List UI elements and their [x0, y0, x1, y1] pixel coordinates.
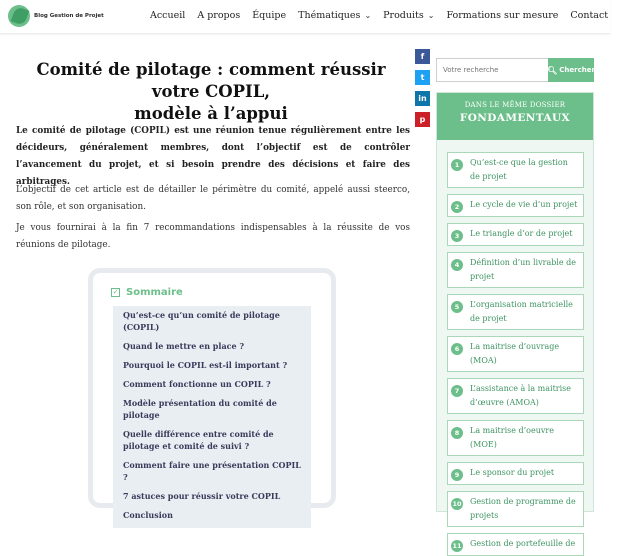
toc-link[interactable]: Modèle présentation du comité de pilotage [123, 398, 277, 420]
related-article-item[interactable] [447, 533, 584, 556]
nav-item-label: Formations sur mesure [446, 9, 559, 21]
nav-item-contact[interactable] [570, 10, 608, 21]
nav-item-label: Contact [570, 9, 609, 21]
nav-item-accueil[interactable] [150, 10, 185, 21]
nav-item-quipe[interactable] [252, 10, 286, 21]
related-article-link[interactable]: Qu’est-ce que la gestion de projet [470, 158, 568, 181]
search-input[interactable] [436, 58, 549, 82]
toc-link[interactable]: 7 astuces pour réussir votre COPIL [123, 491, 281, 501]
item-number-badge: 8 [451, 427, 463, 439]
related-articles-panel [436, 92, 594, 550]
related-article-item[interactable] [447, 336, 584, 372]
related-articles-list [437, 140, 593, 556]
related-article-link[interactable]: Le sponsor du projet [470, 468, 555, 477]
toc-link[interactable]: Conclusion [123, 510, 173, 520]
related-article-item[interactable] [447, 194, 584, 217]
item-number-badge: 11 [452, 542, 462, 550]
search-icon: 🔍︎ [547, 65, 558, 75]
item-number-badge: 9 [451, 469, 463, 481]
related-article-item[interactable] [447, 491, 584, 527]
search-button[interactable] [548, 58, 594, 82]
nav-item-label: Accueil [150, 9, 186, 21]
related-article-link[interactable]: Le triangle d’or de projet [470, 229, 573, 238]
toc-title: Sommaire [126, 287, 183, 298]
related-article-item[interactable] [447, 378, 584, 414]
related-article-link[interactable]: La maitrise d’ouvrage (MOA) [470, 342, 560, 365]
nav-item-a-propos[interactable] [197, 10, 240, 21]
related-article-link[interactable]: Définition d’un livrable de projet [470, 258, 577, 281]
item-number-badge: 1 [451, 159, 463, 171]
related-article-link[interactable]: L’assistance à la maitrise d’œuvre (AMOA) [470, 384, 572, 407]
toc-link[interactable]: Comment faire une présentation COPIL ? [123, 460, 301, 482]
intro-paragraph: Le comité de pilotage (COPIL) est une réunion tenue régulièrement entre les décideurs, généralement membres, dont l’objectif est de contrôler l’avancement du projet, et si besoin prendre des décisions et faire des arbitrages. [16, 126, 410, 187]
toc-link[interactable]: Quelle différence entre comité de pilotage et comité de suivi ? [123, 429, 274, 451]
nav-item-produits[interactable] [383, 10, 434, 21]
pinterest-share-icon[interactable]: p [415, 112, 430, 127]
item-number-badge: 4 [451, 259, 463, 271]
twitter-share-icon[interactable]: t [415, 70, 430, 85]
nav-item-th-matiques[interactable] [298, 10, 371, 21]
dossier-subtitle: DANS LE MÊME DOSSIER [464, 101, 566, 109]
related-article-item[interactable] [447, 223, 584, 246]
toc-header[interactable] [111, 287, 183, 298]
site-logo[interactable] [8, 5, 104, 27]
objective-paragraph: L’objectif de cet article est de détailler le périmètre du comité, appelé aussi steerco, son rôle, et son organisation. [16, 185, 410, 212]
search-form [436, 58, 594, 82]
search-button-label: Chercher [559, 66, 595, 74]
toc-list [113, 306, 311, 528]
toc-link[interactable]: Quand le mettre en place ? [123, 341, 245, 351]
item-number-badge: 6 [451, 343, 463, 355]
related-article-link[interactable]: Gestion de programme de projets [470, 497, 576, 520]
related-article-link[interactable]: L’organisation matricielle de projet [470, 300, 573, 323]
facebook-share-icon[interactable]: f [415, 49, 430, 64]
chevron-down-icon: ⌄ [427, 10, 435, 20]
nav-item-label: A propos [197, 9, 241, 21]
nav-item-label: Produits [383, 9, 424, 21]
item-number-badge: 2 [451, 201, 463, 213]
share-bar [415, 49, 430, 133]
toc-link[interactable]: Comment fonctionne un COPIL ? [123, 379, 271, 389]
leaf-logo-icon [8, 5, 30, 27]
related-article-item[interactable] [447, 152, 584, 188]
related-article-item[interactable] [447, 294, 584, 330]
site-header [0, 0, 610, 34]
recommendations-paragraph: Je vous fournirai à la fin 7 recommandations indispensables à la réussite de vos réunions de pilotage. [16, 223, 410, 250]
item-number-badge: 7 [451, 385, 463, 397]
page-title: Comité de pilotage : comment réussir votre COPIL, modèle à l’appui [36, 60, 386, 123]
logo-text: Blog Gestion de Projet [34, 13, 104, 19]
item-number-badge: 10 [452, 500, 462, 508]
related-article-item[interactable] [447, 420, 584, 456]
dossier-title: FONDAMENTAUX [459, 112, 571, 124]
related-articles-header [437, 93, 593, 140]
main-nav [150, 0, 620, 30]
nav-item-label: Équipe [252, 9, 287, 21]
related-article-link[interactable]: La maitrise d’oeuvre (MOE) [470, 426, 554, 449]
nav-item-formations-sur-mesure[interactable] [446, 10, 558, 21]
item-number-badge: 3 [451, 230, 463, 242]
table-of-contents [88, 268, 336, 520]
related-article-link[interactable]: Gestion de portefeuille de [470, 539, 576, 548]
related-article-item[interactable] [447, 252, 584, 288]
toc-toggle-icon[interactable]: ✓ [112, 288, 119, 296]
chevron-down-icon: ⌄ [364, 10, 372, 20]
item-number-badge: 5 [451, 301, 463, 313]
toc-link[interactable]: Pourquoi le COPIL est-il important ? [123, 360, 288, 370]
related-article-link[interactable]: Le cycle de vie d’un projet [470, 200, 578, 209]
toc-link[interactable]: Qu’est-ce qu’un comité de pilotage (COPIL) [123, 310, 280, 332]
nav-item-label: Thématiques [298, 9, 361, 21]
related-article-item[interactable] [447, 462, 584, 485]
linkedin-share-icon[interactable]: in [415, 91, 430, 106]
